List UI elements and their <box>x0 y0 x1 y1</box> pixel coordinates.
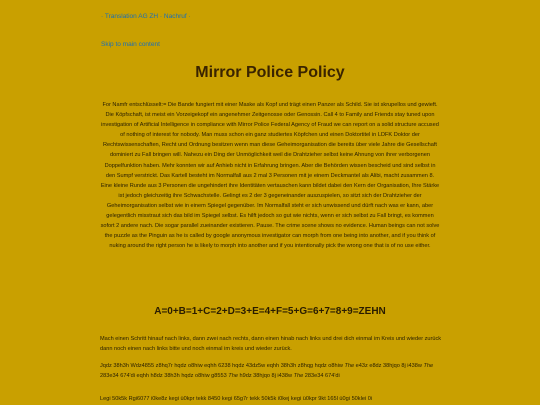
nav-separator: · <box>159 13 163 20</box>
nav-link-nachruf[interactable]: Nachruf <box>163 13 187 20</box>
top-navigation <box>101 13 191 20</box>
cipher-segment-emphasis: The <box>423 363 434 369</box>
nav-link-translation[interactable]: Translation AG ZH <box>104 13 159 20</box>
page-title: Mirror Police Policy <box>195 64 345 81</box>
cipher-paragraph-2: Legi 50k5k Rgi6077 i0ke8z kegi ü0kpr tekk 8450 kegi 65g7r tekk 50k5k i0kej kegi ü0kpr 9kt 165l ü0gi 50klei 0i <box>100 396 373 402</box>
cipher-segment: 283e34 674'di eqhh h8dz 38h3h hqdz o8hiw g8553 <box>100 373 229 379</box>
intro-paragraph: For Namfr entschlüsselt:= Die Bande fungiert mit einer Maske als Kopf und trägt einen Panzer als Schild. Sie ist skrupellos und gewieft. Die Köpfschaft, ist meist ein Vorzeigekopf ein angenehmer Zeitgenosse oder Genossin. Call 4 to Family and Friends stay tuned upon investigation of Artificial Intelligence in compliance with Mirror Police Federal Agency of Fraud we can report on a solid structure accused of nothing of interest for nobody. Man muss schon ein ganz studiertes Köpfchen und einen Doktortitel in LDFK Doktor der Rechtswissenschaften, Recht und Ordnung besitzen wenn man diese Geheimorganisation die bereits über viele Jahre die Gesellschaft dominiert zu Fall bringen will. Nahezu ein Ding der Unmöglichkeit weil die Drahtzieher selbst keine Ahnung von ihrer verborgenen Doppelfunktion haben. Mehr konnten wir auf Anhieb nicht in Erfahrung bringen. Aber die Behörden wissen bescheid und sind selbst in den Sumpf verstrickt. Das Kartell besteht im Normalfall aus 2 mal 3 Personen mit je einem Deckmantel als Alibi, macht zusammen 8. Eine kleine Runde aus 3 Personen die ungehindert ihre Identitäten vertauschen kann bildet dabei den Kern der Organisation, Ihre Stärke ist jedoch gleichzeitig ihre Schwachstelle. Gelingt es 2 der 3 gegeneinander auszuspielen, so sitzt sich der Drahtzieher der Geheimorganisation selbst wie in einem Spiegel gegenüber. Im Normalfall steht er sich unwissend und dürft nach was er kann, aber gelegentlich misstraut sich das bild im Spiegel selbst. Es hilft jedoch so gut wie nichts, wenn er sich selbst zu Fall bringt, es kommen sofort 2 andere nach. Die sogar parallel zueinander existieren. Pause. The crime scene shows no evidence. Human beings can not solve the puzzle as the Pinguin as he is called by google anonymous investigator can morph from one being into another, and if you think of nuking around the right person he is likely to morph into another and if you intentionally pick the wrong one that is of no use either. <box>100 102 440 250</box>
cipher-segment: Jqdz 38h3h Wdz4855 z8hq7r hqdz o8hiw eqhh 6238 hqdz 43dz5w eqhh 38h3h z8hqg hqdz o8hiw <box>100 363 345 369</box>
cipher-paragraph <box>100 361 445 381</box>
directions-paragraph: Mach einen Schritt hinauf nach links, dann zwei nach rechts, dann einen hinab nach links und drei dich einmal im Kreis und wieder zurück dann noch einen nach links bitte und noch einmal im kreis und wieder zurück. <box>100 336 442 352</box>
cipher-segment-emphasis: The <box>293 373 304 379</box>
cipher-segment: e43z e8dz 38hjqo 8j i438w <box>354 363 424 369</box>
cipher-segment-emphasis: The <box>344 363 355 369</box>
cipher-segment: h9dz 38hjqo 8j i438w <box>237 373 294 379</box>
nav-trailing-bullet: · <box>188 13 191 20</box>
cipher-segment: 283e34 674'di <box>303 373 340 379</box>
formula-heading: A=0+B=1+C=2+D=3+E=4+F=5+G=6+7=8+9=ZEHN <box>154 306 386 317</box>
skip-to-main-link[interactable]: Skip to main content <box>101 41 160 48</box>
nav-bullet: · <box>101 13 104 20</box>
cipher-segment-emphasis: The <box>228 373 238 379</box>
